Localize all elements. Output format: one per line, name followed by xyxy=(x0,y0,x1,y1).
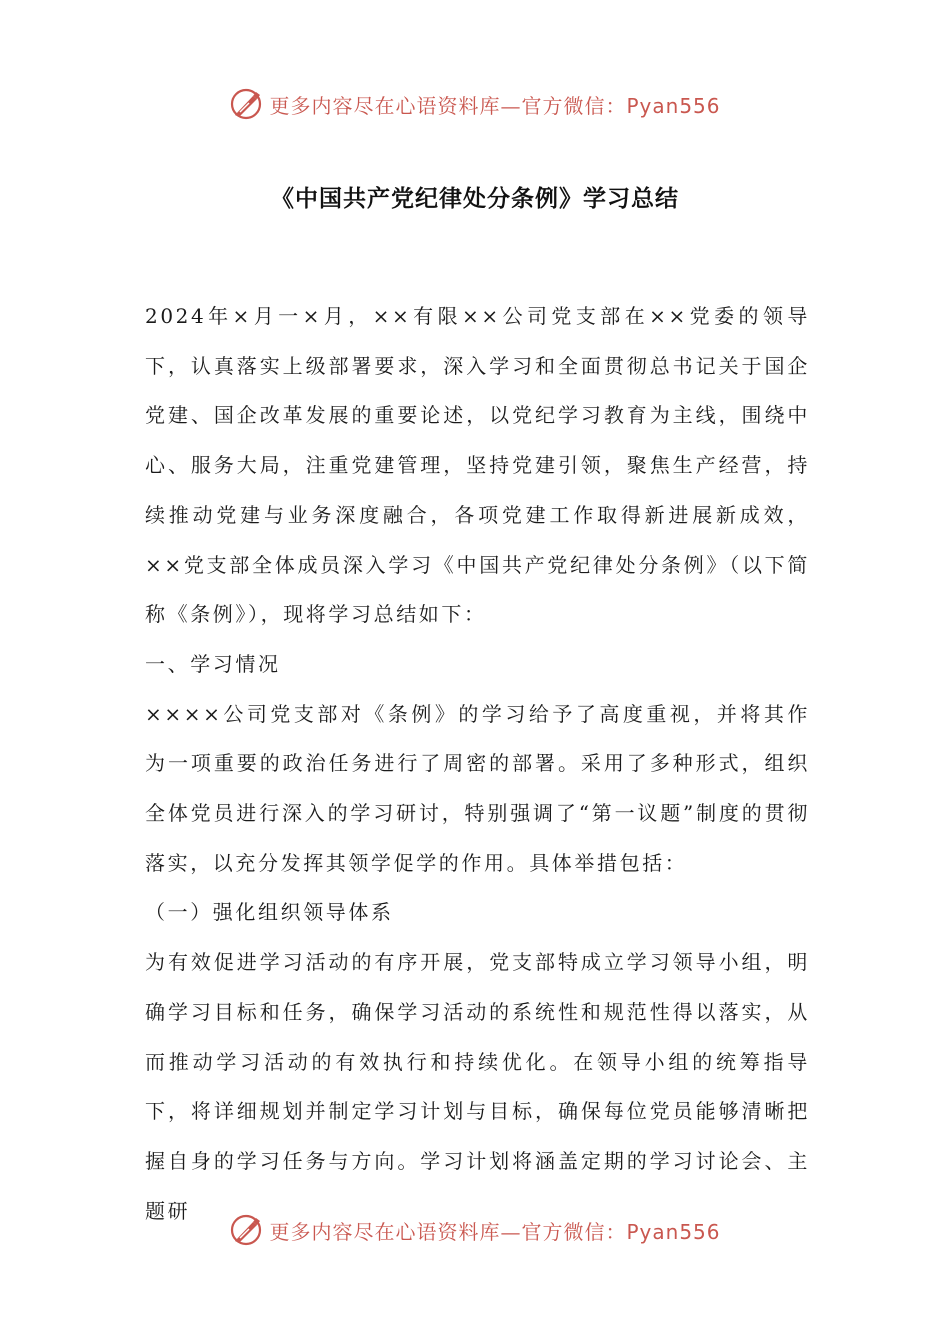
subsection-heading-1: （一）强化组织领导体系 xyxy=(145,900,394,925)
watermark-text: 更多内容尽在心语资料库—官方微信：Pyan556 xyxy=(269,1219,721,1244)
section-heading-1: 一、学习情况 xyxy=(145,651,281,676)
pen-logo-icon xyxy=(229,1213,263,1247)
footer-watermark xyxy=(0,1210,950,1250)
document-body xyxy=(145,292,810,1236)
paragraph-study-situation: ××××公司党支部对《条例》的学习给予了高度重视，并将其作为一项重要的政治任务进行了周密的部署。采用了多种形式，组织全体党员进行深入的学习研讨，特别强调了“第一议题”制度的贯彻落实，以充分发挥其领学促学的作用。具体举措包括： xyxy=(145,701,810,875)
document-title: 《中国共产党纪律处分条例》学习总结 xyxy=(271,186,679,212)
watermark-text: 更多内容尽在心语资料库—官方微信：Pyan556 xyxy=(269,93,721,118)
pen-logo-icon xyxy=(229,87,263,121)
paragraph-intro: 2024年×月一×月，××有限××公司党支部在××党委的领导下，认真落实上级部署要求，深入学习和全面贯彻总书记关于国企党建、国企改革发展的重要论述，以党纪学习教育为主线，围绕中心、服务大局，注重党建管理，坚持党建引领，聚焦生产经营，持续推动党建与业务深度融合，各项党建工作取得新进展新成效，××党支部全体成员深入学习《中国共产党纪律处分条例》（以下简称《条例》），现将学习总结如下： xyxy=(145,304,810,627)
header-watermark xyxy=(0,84,950,124)
paragraph-leadership: 为有效促进学习活动的有序开展，党支部特成立学习领导小组，明确学习目标和任务，确保学习活动的系统性和规范性得以落实，从而推动学习活动的有效执行和持续优化。在领导小组的统筹指导下，将详细规划并制定学习计划与目标，确保每位党员能够清晰把握自身的学习任务与方向。学习计划将涵盖定期的学习讨论会、主题研 xyxy=(145,950,810,1223)
